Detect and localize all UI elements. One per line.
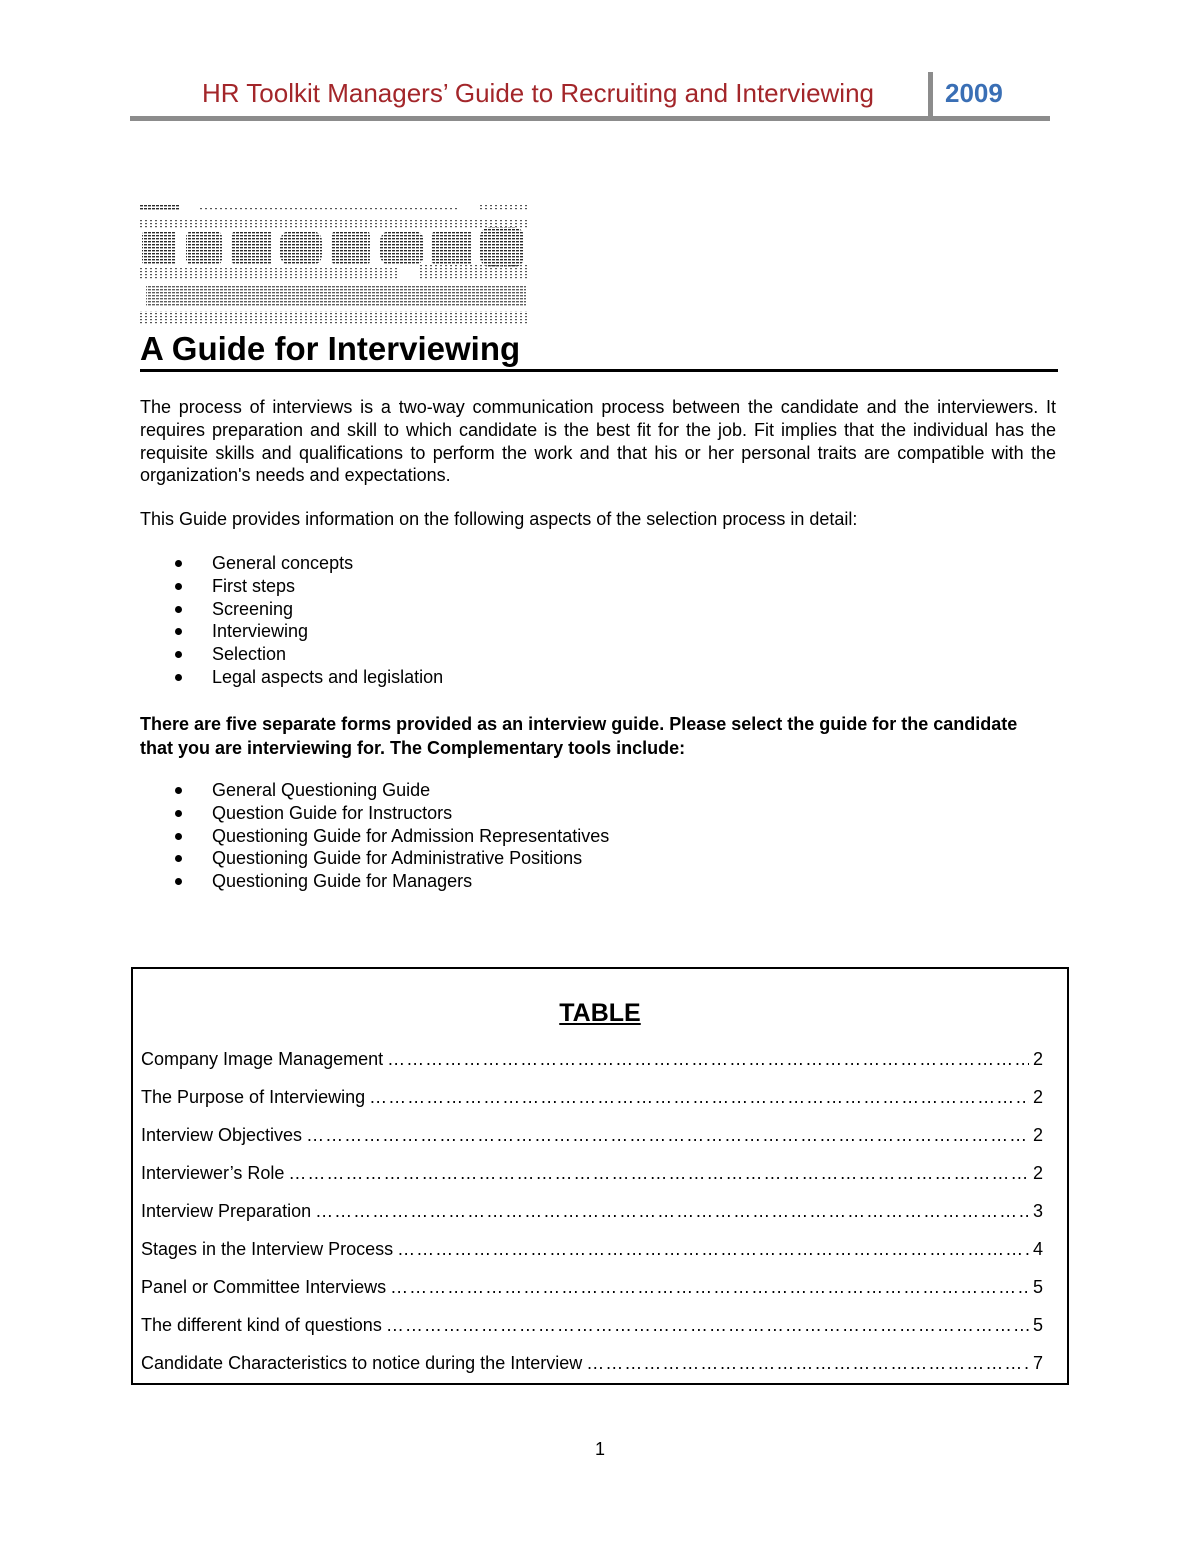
header-title: HR Toolkit Managers’ Guide to Recruiting and Interviewing bbox=[202, 78, 875, 108]
toc-entry[interactable]: Company Image Management ……………………………………………………………………………………………………………………………………………………………………………………………………………………………… 2 bbox=[141, 1049, 1043, 1087]
toc-leader bbox=[586, 1353, 1029, 1374]
list-item: First steps bbox=[140, 575, 443, 598]
list-item: Questioning Guide for Managers bbox=[140, 870, 609, 893]
bullet-icon bbox=[175, 810, 182, 817]
bullet-icon bbox=[175, 855, 182, 862]
list-item: Questioning Guide for Admission Representatives bbox=[140, 825, 609, 848]
toc-entry[interactable]: The different kind of questions ……………………………………………………………………………………………………………………………………………………………………………………………………………………………… 5 bbox=[141, 1315, 1043, 1353]
toc-entry[interactable]: Panel or Committee Interviews ……………………………………………………………………………………………………………………………………………………………………………………………………………………………… 5 bbox=[141, 1277, 1043, 1315]
intro-paragraph: The process of interviews is a two-way communication process between the candidate and the interviewers. It requires preparation and skill to which candidate is the best fit for the job. Fit implies that the individual has the requisite skills and qualifications to perform the work and that his or her personal traits are compatible with the organization's needs and expectations. bbox=[140, 397, 1056, 486]
page-header bbox=[130, 72, 1050, 122]
bullet-icon bbox=[175, 787, 182, 794]
list-item: Questioning Guide for Administrative Positions bbox=[140, 847, 609, 870]
bullet-icon bbox=[175, 606, 182, 613]
toc-entry[interactable]: Candidate Characteristics to notice during the Interview ……………………………………………………………………………………………………………………………………………………………………………………………………………………………… 7 bbox=[141, 1353, 1043, 1391]
list-item: Selection bbox=[140, 643, 443, 666]
toc-entry[interactable]: Interviewer’s Role ……………………………………………………………………………………………………………………………………………………………………………………………………………………………… 2 bbox=[141, 1163, 1043, 1201]
document-title: A Guide for Interviewing bbox=[140, 330, 521, 367]
list-item: General Questioning Guide bbox=[140, 779, 609, 802]
toc-leader bbox=[390, 1277, 1029, 1298]
toc-leader bbox=[386, 1315, 1029, 1336]
pixelated-company-logo bbox=[140, 205, 530, 327]
bullet-icon bbox=[175, 833, 182, 840]
toc-entry[interactable]: Interview Objectives ……………………………………………………………………………………………………………………………………………………………………………………………………………………………… 2 bbox=[141, 1125, 1043, 1163]
title-rule bbox=[140, 369, 1058, 372]
bullet-icon bbox=[175, 674, 182, 681]
list-item: Screening bbox=[140, 598, 443, 621]
tools-list bbox=[140, 779, 609, 893]
header-year: 2009 bbox=[945, 78, 1003, 108]
toc-leader bbox=[315, 1201, 1029, 1222]
toc-entry[interactable]: Interview Preparation ……………………………………………………………………………………………………………………………………………………………………………………………………………………………… 3 bbox=[141, 1201, 1043, 1239]
toc-entry[interactable]: The Purpose of Interviewing ……………………………………………………………………………………………………………………………………………………………………………………………………………………………… 2 bbox=[141, 1087, 1043, 1125]
toc-leader bbox=[387, 1049, 1029, 1070]
bullet-icon bbox=[175, 651, 182, 658]
toc-list bbox=[141, 1049, 1043, 1391]
bullet-icon bbox=[175, 878, 182, 885]
list-item: Legal aspects and legislation bbox=[140, 666, 443, 689]
bullet-icon bbox=[175, 560, 182, 567]
bullet-icon bbox=[175, 583, 182, 590]
toc-leader bbox=[288, 1163, 1029, 1184]
toc-heading: TABLE bbox=[559, 999, 641, 1027]
lead-sentence: This Guide provides information on the following aspects of the selection process in detail: bbox=[140, 509, 858, 529]
list-item: Question Guide for Instructors bbox=[140, 802, 609, 825]
list-item: General concepts bbox=[140, 552, 443, 575]
header-divider bbox=[928, 72, 933, 118]
table-of-contents bbox=[131, 967, 1069, 1385]
toc-leader bbox=[397, 1239, 1029, 1260]
aspects-list bbox=[140, 552, 443, 689]
forms-note: There are five separate forms provided as an interview guide. Please select the guide for the candidate that you are interviewing for. The Complementary tools include: bbox=[140, 714, 1018, 758]
toc-leader bbox=[306, 1125, 1029, 1146]
list-item: Interviewing bbox=[140, 620, 443, 643]
bullet-icon bbox=[175, 628, 182, 635]
header-rule bbox=[130, 116, 1050, 121]
page-number: 1 bbox=[594, 1439, 605, 1459]
toc-entry[interactable]: Stages in the Interview Process ……………………………………………………………………………………………………………………………………………………………………………………………………………………………… 4 bbox=[141, 1239, 1043, 1277]
toc-leader bbox=[369, 1087, 1029, 1108]
